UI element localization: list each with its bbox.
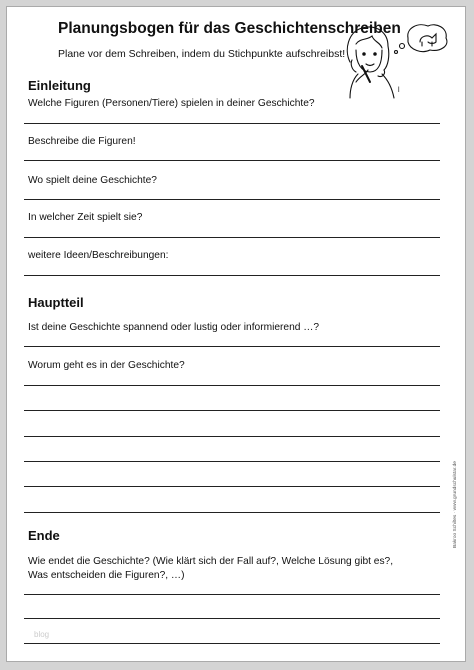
svg-text:l: l <box>398 87 400 94</box>
side-credit: Bakroo Schiltes · www.grundschulstar.de <box>453 461 458 548</box>
question-zeit: In welcher Zeit spielt sie? <box>28 212 143 223</box>
question-ideen: weitere Ideen/Beschreibungen: <box>28 250 169 261</box>
answer-line[interactable] <box>24 486 440 487</box>
answer-line[interactable] <box>24 436 440 437</box>
question-wo: Wo spielt deine Geschichte? <box>28 175 157 186</box>
question-figuren: Welche Figuren (Personen/Tiere) spielen in deiner Geschichte? <box>28 98 315 109</box>
answer-line[interactable] <box>24 410 440 411</box>
answer-line[interactable] <box>24 346 440 347</box>
question-beschreibe: Beschreibe die Figuren! <box>28 136 136 147</box>
section-heading-hauptteil: Hauptteil <box>28 295 84 310</box>
question-spannend: Ist deine Geschichte spannend oder lustig oder informierend …? <box>28 322 320 333</box>
question-ende-line1: Wie endet die Geschichte? (Wie klärt sich der Fall auf?, Welche Lösung gibt es?, <box>28 556 394 567</box>
intro-text: Plane vor dem Schreiben, indem du Stichpunkte aufschreibst! <box>58 48 346 60</box>
section-heading-ende: Ende <box>28 528 60 543</box>
answer-line[interactable] <box>24 385 440 386</box>
answer-line[interactable] <box>24 123 440 124</box>
answer-line[interactable] <box>24 618 440 619</box>
answer-line[interactable] <box>24 199 440 200</box>
answer-line[interactable] <box>24 594 440 595</box>
footer-watermark: blog <box>34 630 50 639</box>
answer-line[interactable] <box>24 237 440 238</box>
question-ende-line2: Was entscheiden die Figuren?, …) <box>28 570 185 581</box>
answer-line[interactable] <box>24 160 440 161</box>
answer-line[interactable] <box>24 512 440 513</box>
answer-line[interactable] <box>24 643 440 644</box>
section-heading-einleitung: Einleitung <box>28 78 91 93</box>
thinking-girl-illustration <box>340 20 452 100</box>
answer-line[interactable] <box>24 275 440 276</box>
question-worum: Worum geht es in der Geschichte? <box>28 360 185 371</box>
worksheet-title: Planungsbogen für das Geschichtenschreiben <box>58 20 401 37</box>
answer-line[interactable] <box>24 461 440 462</box>
